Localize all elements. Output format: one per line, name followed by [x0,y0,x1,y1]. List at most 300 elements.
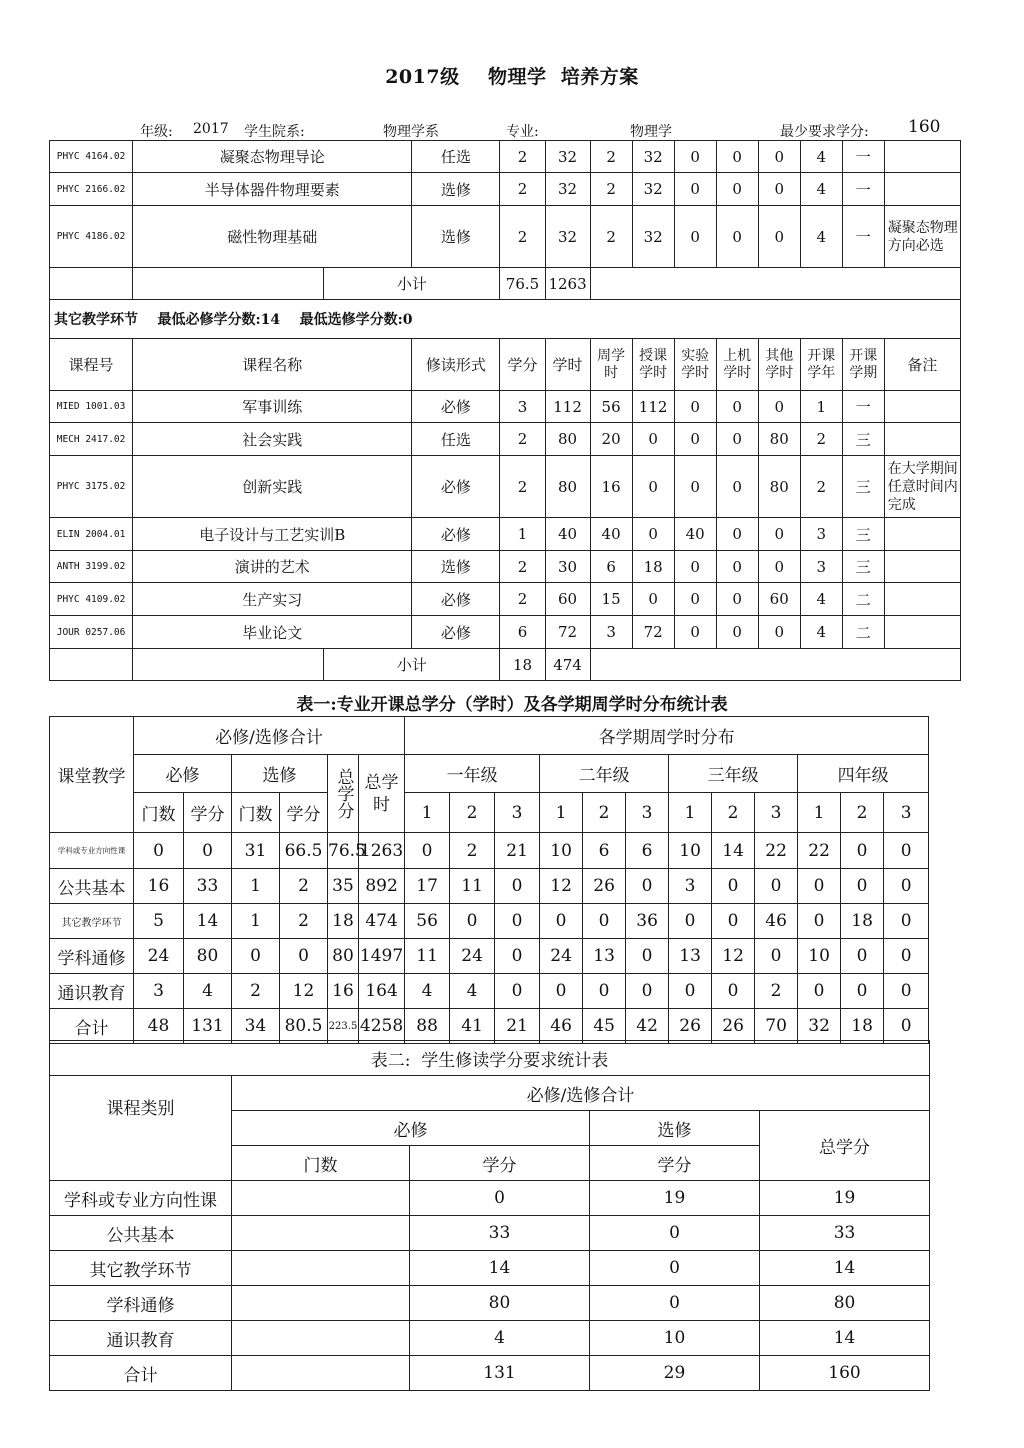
table-row [50,974,929,1009]
table-cell: 35 [328,869,359,904]
course-name: 电子设计与工艺实训B [133,518,412,551]
course-note [884,616,960,649]
course-mode: 选修 [412,551,500,583]
year-4: 四年级 [798,755,929,793]
course-note [884,141,960,173]
course-mode: 必修 [412,583,500,616]
table-row [50,206,961,268]
course-credit: 1 [500,518,545,551]
term-label: 3 [755,793,798,833]
subtotal-credit: 18 [500,649,545,681]
course-hours: 32 [545,173,590,206]
table-cell: 0 [450,904,495,939]
course-lab-hours: 0 [674,551,716,583]
table-cell: 0 [626,869,669,904]
row-label: 公共基本 [50,869,134,904]
table2-required: 必修 [232,1111,590,1146]
course-term: 三 [842,456,884,518]
course-hours: 72 [545,616,590,649]
header-hours: 学时 [545,339,590,391]
course-mode: 任选 [412,423,500,456]
course-other-hours: 0 [758,518,800,551]
course-credit: 2 [500,206,545,268]
table-cell: 80 [184,939,232,974]
term-label: 1 [540,793,583,833]
course-lecture-hours: 112 [632,391,674,423]
course-lecture-hours: 32 [632,206,674,268]
course-mode: 选修 [412,173,500,206]
course-hours: 32 [545,141,590,173]
table-cell: 13 [583,939,626,974]
grade-value: 2017 [193,121,229,137]
table-row [50,391,961,423]
header-computer-hours: 上机学时 [716,339,758,391]
table-cell: 0 [134,833,184,869]
table-cell: 0 [495,904,540,939]
table-cell: 2 [280,869,328,904]
subtotal-credit: 76.5 [500,268,545,300]
table-cell: 46 [540,1009,583,1044]
course-lecture-hours: 0 [632,518,674,551]
header-credit: 学分 [500,339,545,391]
course-mode: 必修 [412,391,500,423]
table-cell [232,1216,410,1251]
table-cell: 18 [841,1009,884,1044]
term-label: 2 [583,793,626,833]
table-cell: 0 [184,833,232,869]
course-credit: 2 [500,173,545,206]
course-week-hours: 15 [590,583,632,616]
course-term: 三 [842,423,884,456]
table-row [50,939,929,974]
header-lab-hours: 实验学时 [674,339,716,391]
grade-label: 年级: [140,124,173,140]
table-cell: 4258 [359,1009,405,1044]
course-other-hours: 80 [758,456,800,518]
course-note [884,583,960,616]
table-cell: 10 [798,939,841,974]
table-cell: 21 [495,833,540,869]
table-cell: 0 [590,1286,760,1321]
course-week-hours: 3 [590,616,632,649]
course-computer-hours: 0 [716,141,758,173]
course-name: 半导体器件物理要素 [133,173,412,206]
term-label: 3 [495,793,540,833]
course-lab-hours: 0 [674,206,716,268]
course-note [884,551,960,583]
course-lecture-hours: 0 [632,423,674,456]
table-cell: 0 [232,939,280,974]
table-cell: 0 [669,974,712,1009]
subtotal-hours: 474 [545,649,590,681]
course-year: 4 [800,173,842,206]
major-value: 物理学 [630,124,672,140]
course-year: 1 [800,391,842,423]
course-term: 三 [842,518,884,551]
table-cell: 0 [410,1181,590,1216]
course-lab-hours: 0 [674,456,716,518]
dept-label: 学生院系: [244,124,305,140]
table-cell: 56 [405,904,450,939]
year-1: 一年级 [405,755,540,793]
table2-credit: 学分 [410,1146,590,1181]
course-term: 二 [842,583,884,616]
year-2: 二年级 [540,755,669,793]
term-label: 1 [669,793,712,833]
course-year: 3 [800,518,842,551]
course-lab-hours: 0 [674,141,716,173]
table-cell: 0 [884,833,929,869]
major-label: 专业: [506,124,539,140]
course-note [884,391,960,423]
table-cell: 0 [583,904,626,939]
course-lab-hours: 40 [674,518,716,551]
table1-required: 必修 [134,755,232,793]
table-cell: 160 [760,1356,930,1391]
course-week-hours: 2 [590,173,632,206]
table-cell: 0 [798,869,841,904]
header-term: 开课学期 [842,339,884,391]
table-cell: 0 [884,904,929,939]
course-hours: 30 [545,551,590,583]
table-cell: 2 [450,833,495,869]
subtotal-hours: 1263 [545,268,590,300]
table-cell: 12 [540,869,583,904]
course-lecture-hours: 18 [632,551,674,583]
course-other-hours: 0 [758,206,800,268]
table-cell: 0 [755,869,798,904]
table-cell: 0 [626,939,669,974]
row-label: 其它教学环节 [50,1251,232,1286]
course-note: 凝聚态物理方向必选 [884,206,960,268]
table-cell: 12 [712,939,755,974]
row-label: 学科通修 [50,939,134,974]
table-cell: 0 [540,904,583,939]
row-label: 学科或专业方向性课 [50,1181,232,1216]
table1-total-credit: 总学分 [328,755,359,833]
table-cell: 19 [590,1181,760,1216]
course-week-hours: 2 [590,141,632,173]
table-cell: 4 [405,974,450,1009]
table-cell: 6 [626,833,669,869]
table-cell: 21 [495,1009,540,1044]
table-cell: 17 [405,869,450,904]
course-name: 演讲的艺术 [133,551,412,583]
course-computer-hours: 0 [716,391,758,423]
table-cell: 88 [405,1009,450,1044]
table1-group-total: 必修/选修合计 [134,717,405,755]
table-cell: 80 [410,1286,590,1321]
course-year: 2 [800,456,842,518]
table-cell: 36 [626,904,669,939]
table-cell: 1 [232,869,280,904]
other-section-heading: 其它教学环节 最低必修学分数:14 最低选修学分数:0 [50,300,961,339]
table-cell: 33 [184,869,232,904]
term-label: 2 [712,793,755,833]
table1-elective: 选修 [232,755,328,793]
course-lecture-hours: 32 [632,141,674,173]
table2-total-credit: 总学分 [760,1111,930,1181]
course-other-hours: 0 [758,616,800,649]
row-label: 学科或专业方向性课 [50,833,134,869]
subtotal-row [50,649,961,681]
table-cell: 76.5 [328,833,359,869]
row-label: 通识教育 [50,974,134,1009]
table1-title: 表一:专业开课总学分（学时）及各学期周学时分布统计表 [296,695,728,715]
course-mode: 任选 [412,141,500,173]
table-cell: 14 [410,1251,590,1286]
table-cell: 223.5 [328,1009,359,1044]
row-label: 学科通修 [50,1286,232,1321]
table-row [50,583,961,616]
course-code: JOUR 0257.06 [50,616,133,649]
table-cell: 0 [798,974,841,1009]
course-lecture-hours: 0 [632,456,674,518]
min-credit-value: 160 [908,117,941,137]
table1-corner: 课堂教学 [50,717,134,833]
table-cell: 474 [359,904,405,939]
course-credit: 2 [500,583,545,616]
table-cell: 12 [280,974,328,1009]
course-year: 4 [800,141,842,173]
course-name: 创新实践 [133,456,412,518]
table2-elective: 选修 [590,1111,760,1146]
table-cell: 26 [669,1009,712,1044]
table-cell: 0 [841,939,884,974]
term-label: 3 [626,793,669,833]
table-row [50,1216,930,1251]
table-cell: 0 [583,974,626,1009]
table-cell: 46 [755,904,798,939]
table-cell: 80.5 [280,1009,328,1044]
table-cell: 24 [450,939,495,974]
course-computer-hours: 0 [716,583,758,616]
row-label: 公共基本 [50,1216,232,1251]
course-other-hours: 0 [758,551,800,583]
course-credit: 2 [500,141,545,173]
table-cell: 13 [669,939,712,974]
table-cell: 0 [712,974,755,1009]
course-credit: 3 [500,391,545,423]
table-cell: 0 [669,904,712,939]
subtotal-row [50,268,961,300]
course-week-hours: 6 [590,551,632,583]
course-mode: 必修 [412,456,500,518]
course-mode: 必修 [412,518,500,551]
table-cell: 0 [798,904,841,939]
course-term: 一 [842,391,884,423]
table-row [50,423,961,456]
course-hours: 80 [545,456,590,518]
table-cell: 22 [798,833,841,869]
info-row [50,117,962,140]
table-cell: 164 [359,974,405,1009]
course-note: 在大学期间任意时间内完成 [884,456,960,518]
table-row [50,1286,930,1321]
table-cell: 16 [328,974,359,1009]
table-cell: 18 [328,904,359,939]
course-hours: 32 [545,206,590,268]
table-cell: 6 [583,833,626,869]
table-cell: 80 [328,939,359,974]
table-cell: 0 [884,974,929,1009]
table-row [50,141,961,173]
table-cell: 18 [841,904,884,939]
table-cell: 892 [359,869,405,904]
course-credit: 6 [500,616,545,649]
header-name: 课程名称 [133,339,412,391]
course-code: ANTH 3199.02 [50,551,133,583]
table-cell: 2 [755,974,798,1009]
table-cell: 5 [134,904,184,939]
course-code: PHYC 4109.02 [50,583,133,616]
table1-count: 门数 [232,793,280,833]
table-cell: 70 [755,1009,798,1044]
table-row [50,869,929,904]
table-cell: 19 [760,1181,930,1216]
term-label: 1 [798,793,841,833]
subtotal-label: 小计 [324,268,500,300]
table-cell: 26 [583,869,626,904]
course-other-hours: 60 [758,583,800,616]
table2-category: 课程类别 [50,1076,232,1181]
course-code: PHYC 4164.02 [50,141,133,173]
term-label: 2 [841,793,884,833]
table-cell [232,1181,410,1216]
table2-credit: 学分 [590,1146,760,1181]
table-cell [232,1356,410,1391]
table-cell: 0 [884,1009,929,1044]
course-other-hours: 0 [758,391,800,423]
course-credit: 2 [500,551,545,583]
table-cell: 4 [184,974,232,1009]
table-row [50,1009,929,1044]
table-cell: 131 [410,1356,590,1391]
table-cell: 3 [669,869,712,904]
course-week-hours: 56 [590,391,632,423]
table2-group-total: 必修/选修合计 [232,1076,930,1111]
table-cell: 2 [232,974,280,1009]
table-cell: 0 [841,974,884,1009]
course-computer-hours: 0 [716,551,758,583]
course-computer-hours: 0 [716,616,758,649]
course-code: MECH 2417.02 [50,423,133,456]
course-year: 3 [800,551,842,583]
table-cell: 14 [184,904,232,939]
table-cell: 11 [450,869,495,904]
course-name: 凝聚态物理导论 [133,141,412,173]
table-cell: 0 [841,833,884,869]
course-code: PHYC 4186.02 [50,206,133,268]
row-label: 合计 [50,1009,134,1044]
table-cell: 29 [590,1356,760,1391]
term-label: 2 [450,793,495,833]
table-cell [232,1286,410,1321]
min-credit-label: 最少要求学分: [780,124,869,140]
table-row [50,833,929,869]
course-mode: 选修 [412,206,500,268]
table-row [50,1251,930,1286]
table-row [50,904,929,939]
table-cell: 1 [232,904,280,939]
table-cell: 0 [626,974,669,1009]
course-other-hours: 80 [758,423,800,456]
course-note [884,423,960,456]
course-lab-hours: 0 [674,391,716,423]
course-credit: 2 [500,456,545,518]
table-cell: 4 [410,1321,590,1356]
table-cell: 14 [760,1251,930,1286]
course-mode: 必修 [412,616,500,649]
course-lecture-hours: 0 [632,583,674,616]
table-cell: 66.5 [280,833,328,869]
header-year: 开课学年 [800,339,842,391]
course-year: 2 [800,423,842,456]
term-label: 3 [884,793,929,833]
row-label: 合计 [50,1356,232,1391]
table-row [50,616,961,649]
table2-title: 表二: 学生修读学分要求统计表 [50,1041,930,1076]
course-term: 一 [842,173,884,206]
table1-group-weeks: 各学期周学时分布 [405,717,929,755]
table-cell: 0 [495,939,540,974]
course-lab-hours: 0 [674,616,716,649]
table1-credit: 学分 [280,793,328,833]
table1-credit: 学分 [184,793,232,833]
table-cell: 10 [590,1321,760,1356]
table-cell: 42 [626,1009,669,1044]
table-cell: 1263 [359,833,405,869]
table-cell: 11 [405,939,450,974]
table-cell: 10 [540,833,583,869]
header-note: 备注 [884,339,960,391]
year-3: 三年级 [669,755,798,793]
table-cell: 24 [540,939,583,974]
course-name: 毕业论文 [133,616,412,649]
header-mode: 修读形式 [412,339,500,391]
table-cell: 0 [590,1216,760,1251]
course-lab-hours: 0 [674,173,716,206]
table1-total-hours: 总学时 [359,755,405,833]
table-cell: 0 [755,939,798,974]
course-credit: 2 [500,423,545,456]
course-year: 4 [800,616,842,649]
course-note [884,173,960,206]
header-week-hours: 周学时 [590,339,632,391]
table-cell: 22 [755,833,798,869]
course-computer-hours: 0 [716,173,758,206]
table-cell: 0 [712,904,755,939]
row-label: 通识教育 [50,1321,232,1356]
table-cell: 80 [760,1286,930,1321]
course-term: 一 [842,141,884,173]
table-cell: 33 [760,1216,930,1251]
course-code: MIED 1001.03 [50,391,133,423]
table-cell: 0 [884,869,929,904]
table-row [50,1356,930,1391]
table1-count: 门数 [134,793,184,833]
table-cell: 0 [405,833,450,869]
section-row [50,300,961,339]
course-name: 军事训练 [133,391,412,423]
course-lecture-hours: 72 [632,616,674,649]
dept-value: 物理学系 [383,124,439,140]
table-row [50,173,961,206]
course-table [49,140,961,681]
course-term: 二 [842,616,884,649]
course-computer-hours: 0 [716,456,758,518]
table-cell: 14 [712,833,755,869]
